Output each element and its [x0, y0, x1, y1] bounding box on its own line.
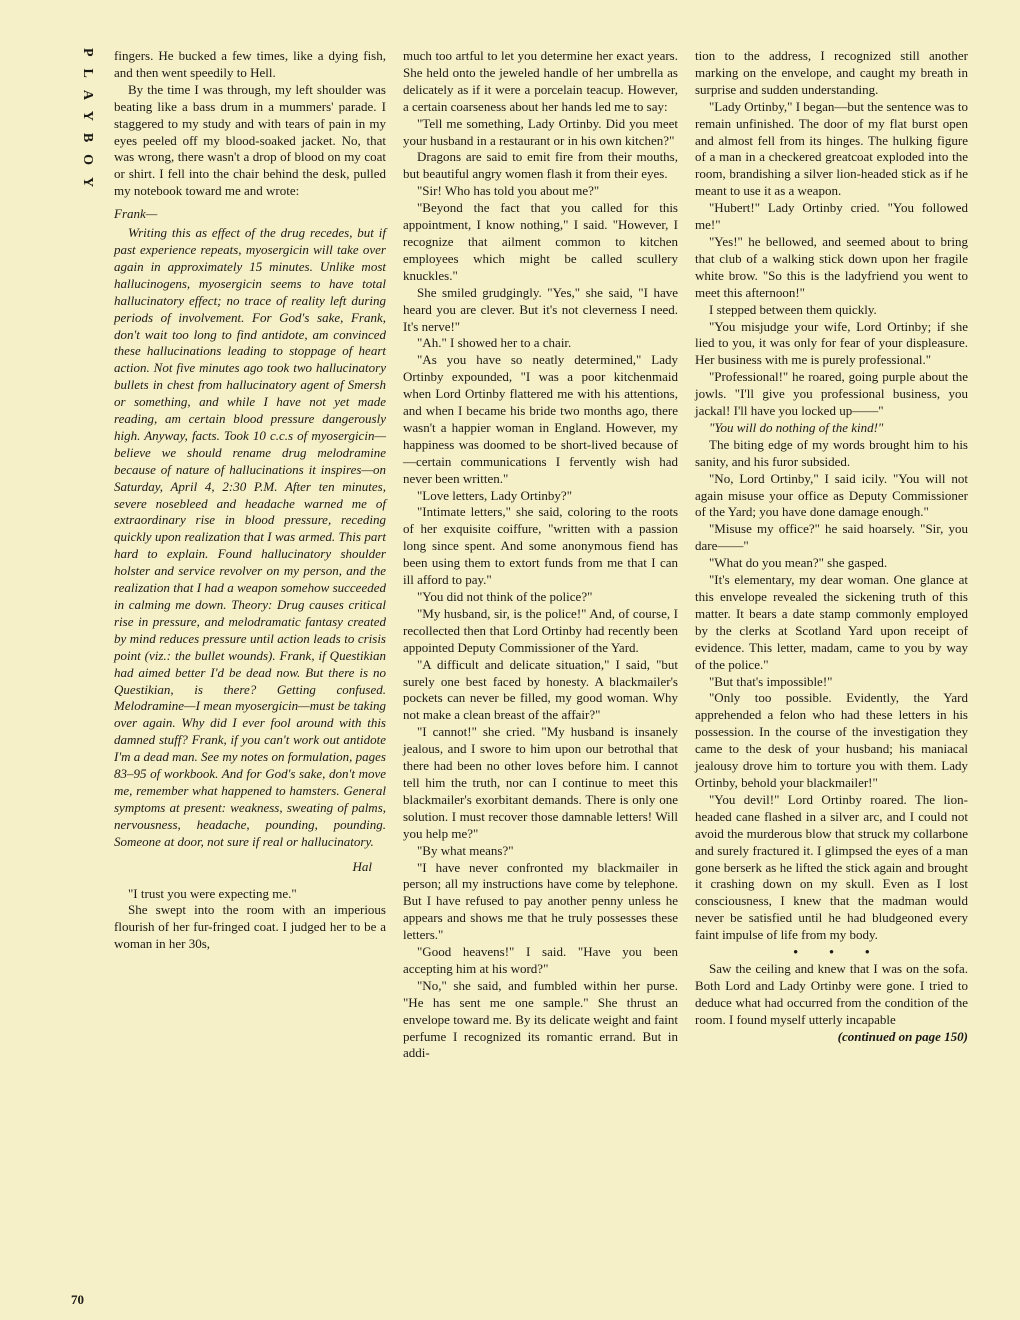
- page-number: 70: [71, 1292, 84, 1307]
- paragraph: "You will do nothing of the kind!": [709, 419, 884, 435]
- paragraph: "I have never confronted my blackmailer in person; all my instructions have come by telephone. But I have refused to pay another penny unless he appears and shows me that he truly possesses these letters.": [403, 859, 678, 943]
- column-3: [695, 48, 968, 1045]
- paragraph: "Only too possible. Evidently, the Yard apprehended a felon who had these letters in his possession. In the course of the investigation they came to the desk of your husband; his maniacal jealousy drove him to torture you with them. Lady Ortinby, behold your blackmailer!": [695, 690, 968, 790]
- paragraph: "Yes!" he bellowed, and seemed about to bring that club of a walking stick down upon her fragile white brow. "So this is the ladyfriend you went to meet this afternoon!": [695, 233, 968, 300]
- paragraph: "As you have so neatly determined," Lady Ortinby expounded, "I was a poor kitchenmaid when Lord Ortinby flattered me with his attentions, and when I became his bride two months ago, there wasn't a happier woman in England. However, my happiness was doomed to be short-lived because of—certain communications I fervently wish had never been written.": [403, 352, 678, 486]
- paragraph: much too artful to let you determine her exact years. She held onto the jeweled handle of her umbrella as delicately as if it were a porcelain teacup. However, a certain coarseness about her hands led me to say:: [403, 48, 678, 114]
- paragraph: "By what means?": [417, 842, 514, 858]
- paragraph: "Ah." I showed her to a chair.: [417, 335, 572, 351]
- paragraph: "No," she said, and fumbled within her purse. "He has sent me one sample." She thrust an envelope toward me. By its delicate weight and faint perfume I recognized its romantic errand. But in addi-: [403, 977, 678, 1061]
- paragraph: "Professional!" he roared, going purple about the jowls. "I'll give you professional business, you jackal! I'll have you locked up——": [695, 369, 968, 419]
- notebook-letter: [114, 206, 386, 875]
- paragraph: "No, Lord Ortinby," I said icily. "You will not again misuse your office as Deputy Commissioner of the Yard; you have done damage enough.": [695, 470, 968, 520]
- paragraph: "Beyond the fact that you called for this appointment, I know nothing," I said. "However, I recognize that ailment common to kitchen employees which might be called scullery knuckles.": [403, 200, 678, 283]
- paragraph: "Good heavens!" I said. "Have you been accepting him at his word?": [403, 944, 678, 976]
- column-2: [403, 48, 678, 1062]
- paragraph: She swept into the room with an imperious flourish of her fur-fringed coat. I judged her to be a woman in her 30s,: [114, 902, 386, 952]
- paragraph: The biting edge of my words brought him to his sanity, and his furor subsided.: [695, 436, 968, 469]
- continued-note: (continued on page 150): [837, 1028, 968, 1044]
- paragraph: "Sir! Who has told you about me?": [417, 183, 600, 199]
- paragraph: "I trust you were expecting me.": [128, 885, 297, 901]
- paragraph: tion to the address, I recognized still another marking on the envelope, and caught my breath in surprise and sudden understanding.: [695, 48, 968, 97]
- paragraph: "Hubert!" Lady Ortinby cried. "You followed me!": [695, 200, 968, 233]
- paragraph: I stepped between them quickly.: [709, 301, 877, 317]
- paragraph: "What do you mean?" she gasped.: [709, 555, 888, 571]
- paragraph: "You devil!" Lord Ortinby roared. The lion-headed cane flashed in a silver arc, and I could not avoid the murderous blow that struck my collarbone and surely fractured it. I glimpsed the eyes of a man gone berserk as he lifted the stick again and brought it crashing down on my skull. Even as I lost consciousness, I knew that the madman would never be satisfied until he had bludgeoned every faint impulse of life from my body.: [695, 791, 968, 943]
- paragraph: By the time I was through, my left shoulder was beating like a bass drum in a mummers' parade. I staggered to my study and with tears of pain in my eyes peeled off my blood-soaked jacket. No, that was wrong, there wasn't a drop of blood on my coat or shirt. I fell into the chair behind the desk, pulled my notebook toward me and wrote:: [114, 81, 386, 199]
- column-1: [114, 48, 386, 953]
- paragraph: She smiled grudgingly. "Yes," she said, "I have heard you are clever. But it's not cleverness I need. It's nerve!": [403, 284, 678, 334]
- paragraph: "Lady Ortinby," I began—but the sentence was to remain unfinished. The door of my flat burst open and almost fell from its hinges. The hulking figure of a man in a checkered greatcoat exploded into the room, brandishing a silver lion-headed stick as if he meant to use it as a weapon.: [695, 98, 968, 199]
- paragraph: "But that's impossible!": [709, 673, 833, 689]
- paragraph: "I cannot!" she cried. "My husband is insanely jealous, and I swore to him upon our betrothal that there had been no other loves before him. I cannot tell him the truth, nor can I continue to meet this blackmailer's exorbitant demands. There is only one solution. I must recover those damnable letters! Will you help me?": [403, 724, 678, 841]
- paragraph: "A difficult and delicate situation," I said, "but surely one best faced by honesty. A blackmailer's pockets can never be filled, my good woman. Why not make a clean breast of the affair?": [403, 656, 678, 723]
- paragraph: "You did not think of the police?": [417, 589, 593, 604]
- paragraph: "My husband, sir, is the police!" And, of course, I recollected then that Lord Ortinby had recently been appointed Deputy Commissioner of the Yard.: [403, 605, 678, 655]
- paragraph: "It's elementary, my dear woman. One glance at this envelope revealed the sickening truth of this matter. It bears a date stamp commonly employed by the clerks at Scotland Yard upon receipt of evidence. This letter, madam, came to you by way of the police.": [695, 572, 968, 672]
- paragraph: "Tell me something, Lady Ortinby. Did you meet your husband in a restaurant or in his own kitchen?": [403, 115, 678, 148]
- letter-signature: Hal: [352, 858, 372, 874]
- brand-running-head: PLAYBOY: [80, 48, 95, 200]
- paragraph: Saw the ceiling and knew that I was on the sofa. Both Lord and Lady Ortinby were gone. I tried to deduce what had occurred from the condition of the room. I found myself utterly incapable: [695, 960, 968, 1027]
- paragraph: "Misuse my office?" he said hoarsely. "Sir, you dare——": [695, 521, 968, 554]
- paragraph: Dragons are said to emit fire from their mouths, but beautiful angry women flash it from their eyes.: [403, 149, 678, 182]
- paragraph: "Intimate letters," she said, coloring to the roots of her exquisite coiffure, "written with a passion long since spent. And some anonymous fiend has been using them to extort funds from me that I can ill afford to pay.": [403, 504, 678, 588]
- section-break-dots: • • •: [793, 944, 884, 960]
- paragraph: "Love letters, Lady Ortinby?": [417, 487, 573, 503]
- paragraph: "You misjudge your wife, Lord Ortinby; if she lied to you, it was only for fear of your displeasure. Her business with me is purely professional.": [695, 318, 968, 368]
- paragraph: fingers. He bucked a few times, like a dying fish, and then went speedily to Hell.: [114, 48, 386, 80]
- letter-body: Writing this as effect of the drug recedes, but if past experience repeats, myosergicin will take over again in approximately 15 minutes. Unlike most hallucinogens, myosergicin seems to have total hallucinatory effect; no trace of reality left during periods of involvement. For God's sake, Frank, don't wait too long to find antidote, am convinced these hallucinations leading to stoppage of heart action. Not five minutes ago took two hallucinatory bullets in chest from hallucinatory agent of Smersh or something, and while I have not yet made reading, am certain blood pressure dangerously high. Anyway, facts. Took 10 c.c.s of myosergicin—believe we should rename drug melodramine because of nature of hallucinations it inspires—on Saturday, April 4, 2:30 P.M. After ten minutes, severe nosebleed and headache warned me of extraordinary rise in blood pressure, receding quickly upon realization that I was armed. This part hard to explain. Found hallucinatory shoulder holster and service revolver on my person, and the realization that I had a weapon somehow succeeded in calming me down. Theory: Drug causes critical rise in pressure, and melodramatic fantasy created by mind reduces pressure until action leads to crisis point (viz.: the bullet wounds). Frank, if Questikian had aimed better I'd be dead now. But there is no Questikian, is there? Getting confused. Melodramine—I mean myosergicin—must be taking over again. Why did I ever fool around with this damned stuff? Frank, if you can't work out antidote I'm a dead man. See my notes on formulation, pages 83–95 of workbook. And for God's sake, don't move me, remember what happened to hamsters. General symptoms at present: weakness, sweating of palms, nervousness, headache, pounding, pounding. Someone at door, not sure if real or hallucinatory.: [114, 225, 386, 849]
- letter-salutation: Frank—: [114, 206, 158, 222]
